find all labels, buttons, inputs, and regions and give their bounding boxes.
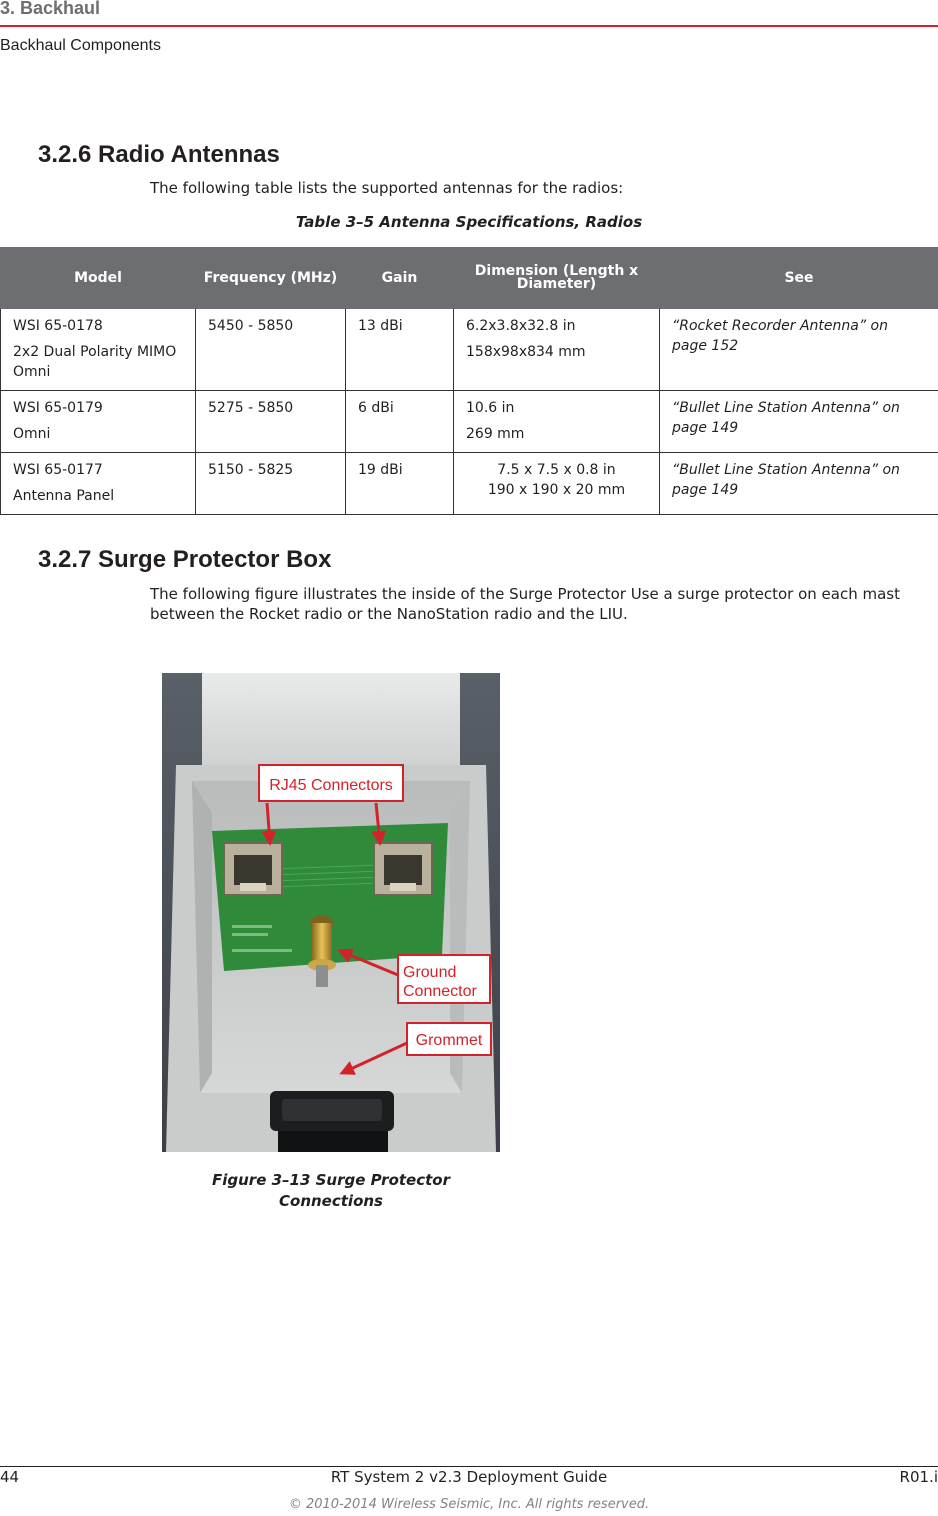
gain-cell: 13 dBi <box>346 309 454 391</box>
model-number: WSI 65-0179 <box>13 400 103 416</box>
section-heading-radio-antennas: 3.2.6 Radio Antennas <box>38 141 280 168</box>
dimension-imperial: 7.5 x 7.5 x 0.8 in <box>497 462 616 478</box>
model-cell <box>1 391 196 453</box>
figure-caption <box>162 1170 500 1212</box>
rj45-connector-right <box>374 843 432 895</box>
model-cell <box>1 309 196 391</box>
model-description: 2x2 Dual Polarity MIMO Omni <box>13 344 177 380</box>
dimension-cell <box>454 453 660 515</box>
dimension-cell <box>454 391 660 453</box>
ground-callout-label-line1: Ground <box>403 964 457 981</box>
footer-revision: R01.i <box>899 1468 938 1486</box>
model-number: WSI 65-0177 <box>13 462 103 478</box>
ground-callout-label-line2: Connector <box>403 983 477 1000</box>
table-row <box>1 391 938 453</box>
model-number: WSI 65-0178 <box>13 318 103 334</box>
header-divider <box>0 25 938 27</box>
running-section-title: Backhaul Components <box>0 37 161 54</box>
see-reference-link[interactable]: “Rocket Recorder Antenna” on page 152 <box>660 309 938 391</box>
gain-cell: 6 dBi <box>346 391 454 453</box>
rj45-connector-left <box>224 843 282 895</box>
table-row <box>1 309 938 391</box>
see-reference-link[interactable]: “Bullet Line Station Antenna” on page 149 <box>660 453 938 515</box>
column-header-model: Model <box>1 248 196 309</box>
column-header-gain: Gain <box>346 248 454 309</box>
frequency-cell: 5275 - 5850 <box>196 391 346 453</box>
model-description: Omni <box>13 426 51 442</box>
copyright-notice: © 2010-2014 Wireless Seismic, Inc. All rights reserved. <box>288 1497 650 1512</box>
frequency-cell: 5150 - 5825 <box>196 453 346 515</box>
figure-caption-line2: Connections <box>279 1192 383 1210</box>
dimension-imperial: 6.2x3.8x32.8 in <box>466 318 576 334</box>
model-description: Antenna Panel <box>13 488 115 504</box>
column-header-frequency: Frequency (MHz) <box>196 248 346 309</box>
column-header-dimension: Dimension (Length x Diameter) <box>454 248 660 309</box>
dimension-metric: 190 x 190 x 20 mm <box>487 482 626 498</box>
column-header-see: See <box>660 248 938 309</box>
dimension-cell <box>454 309 660 391</box>
table-caption: Table 3–5 Antenna Specifications, Radios <box>295 213 643 231</box>
footer-document-title: RT System 2 v2.3 Deployment Guide <box>330 1468 608 1486</box>
see-reference-link[interactable]: “Bullet Line Station Antenna” on page 149 <box>660 391 938 453</box>
dimension-metric: 269 mm <box>466 426 525 442</box>
antennas-intro-text: The following table lists the supported antennas for the radios: <box>150 179 624 197</box>
footer-divider <box>0 1466 938 1467</box>
rj45-callout-label: RJ45 Connectors <box>269 777 393 794</box>
grommet-callout-label: Grommet <box>415 1032 483 1049</box>
dimension-metric: 158x98x834 mm <box>466 344 586 360</box>
gain-cell: 19 dBi <box>346 453 454 515</box>
surge-protector-body-text: The following figure illustrates the inside of the Surge Protector Use a surge protector on each mast between the Rocket radio or the NanoStation radio and the LIU. <box>150 585 900 623</box>
grommet <box>270 1091 394 1152</box>
enclosure-lid <box>202 673 460 765</box>
chapter-title: 3. Backhaul <box>0 0 101 18</box>
footer-page-number: 44 <box>0 1468 20 1486</box>
antenna-spec-table <box>0 247 938 515</box>
table-header-row <box>1 248 938 309</box>
table-row <box>1 453 938 515</box>
section-heading-surge-protector: 3.2.7 Surge Protector Box <box>38 546 332 573</box>
dimension-imperial: 10.6 in <box>466 400 515 416</box>
figure-caption-line1: Figure 3–13 Surge Protector <box>212 1171 450 1189</box>
model-cell <box>1 453 196 515</box>
frequency-cell: 5450 - 5850 <box>196 309 346 391</box>
surge-protector-photo <box>162 673 500 1152</box>
